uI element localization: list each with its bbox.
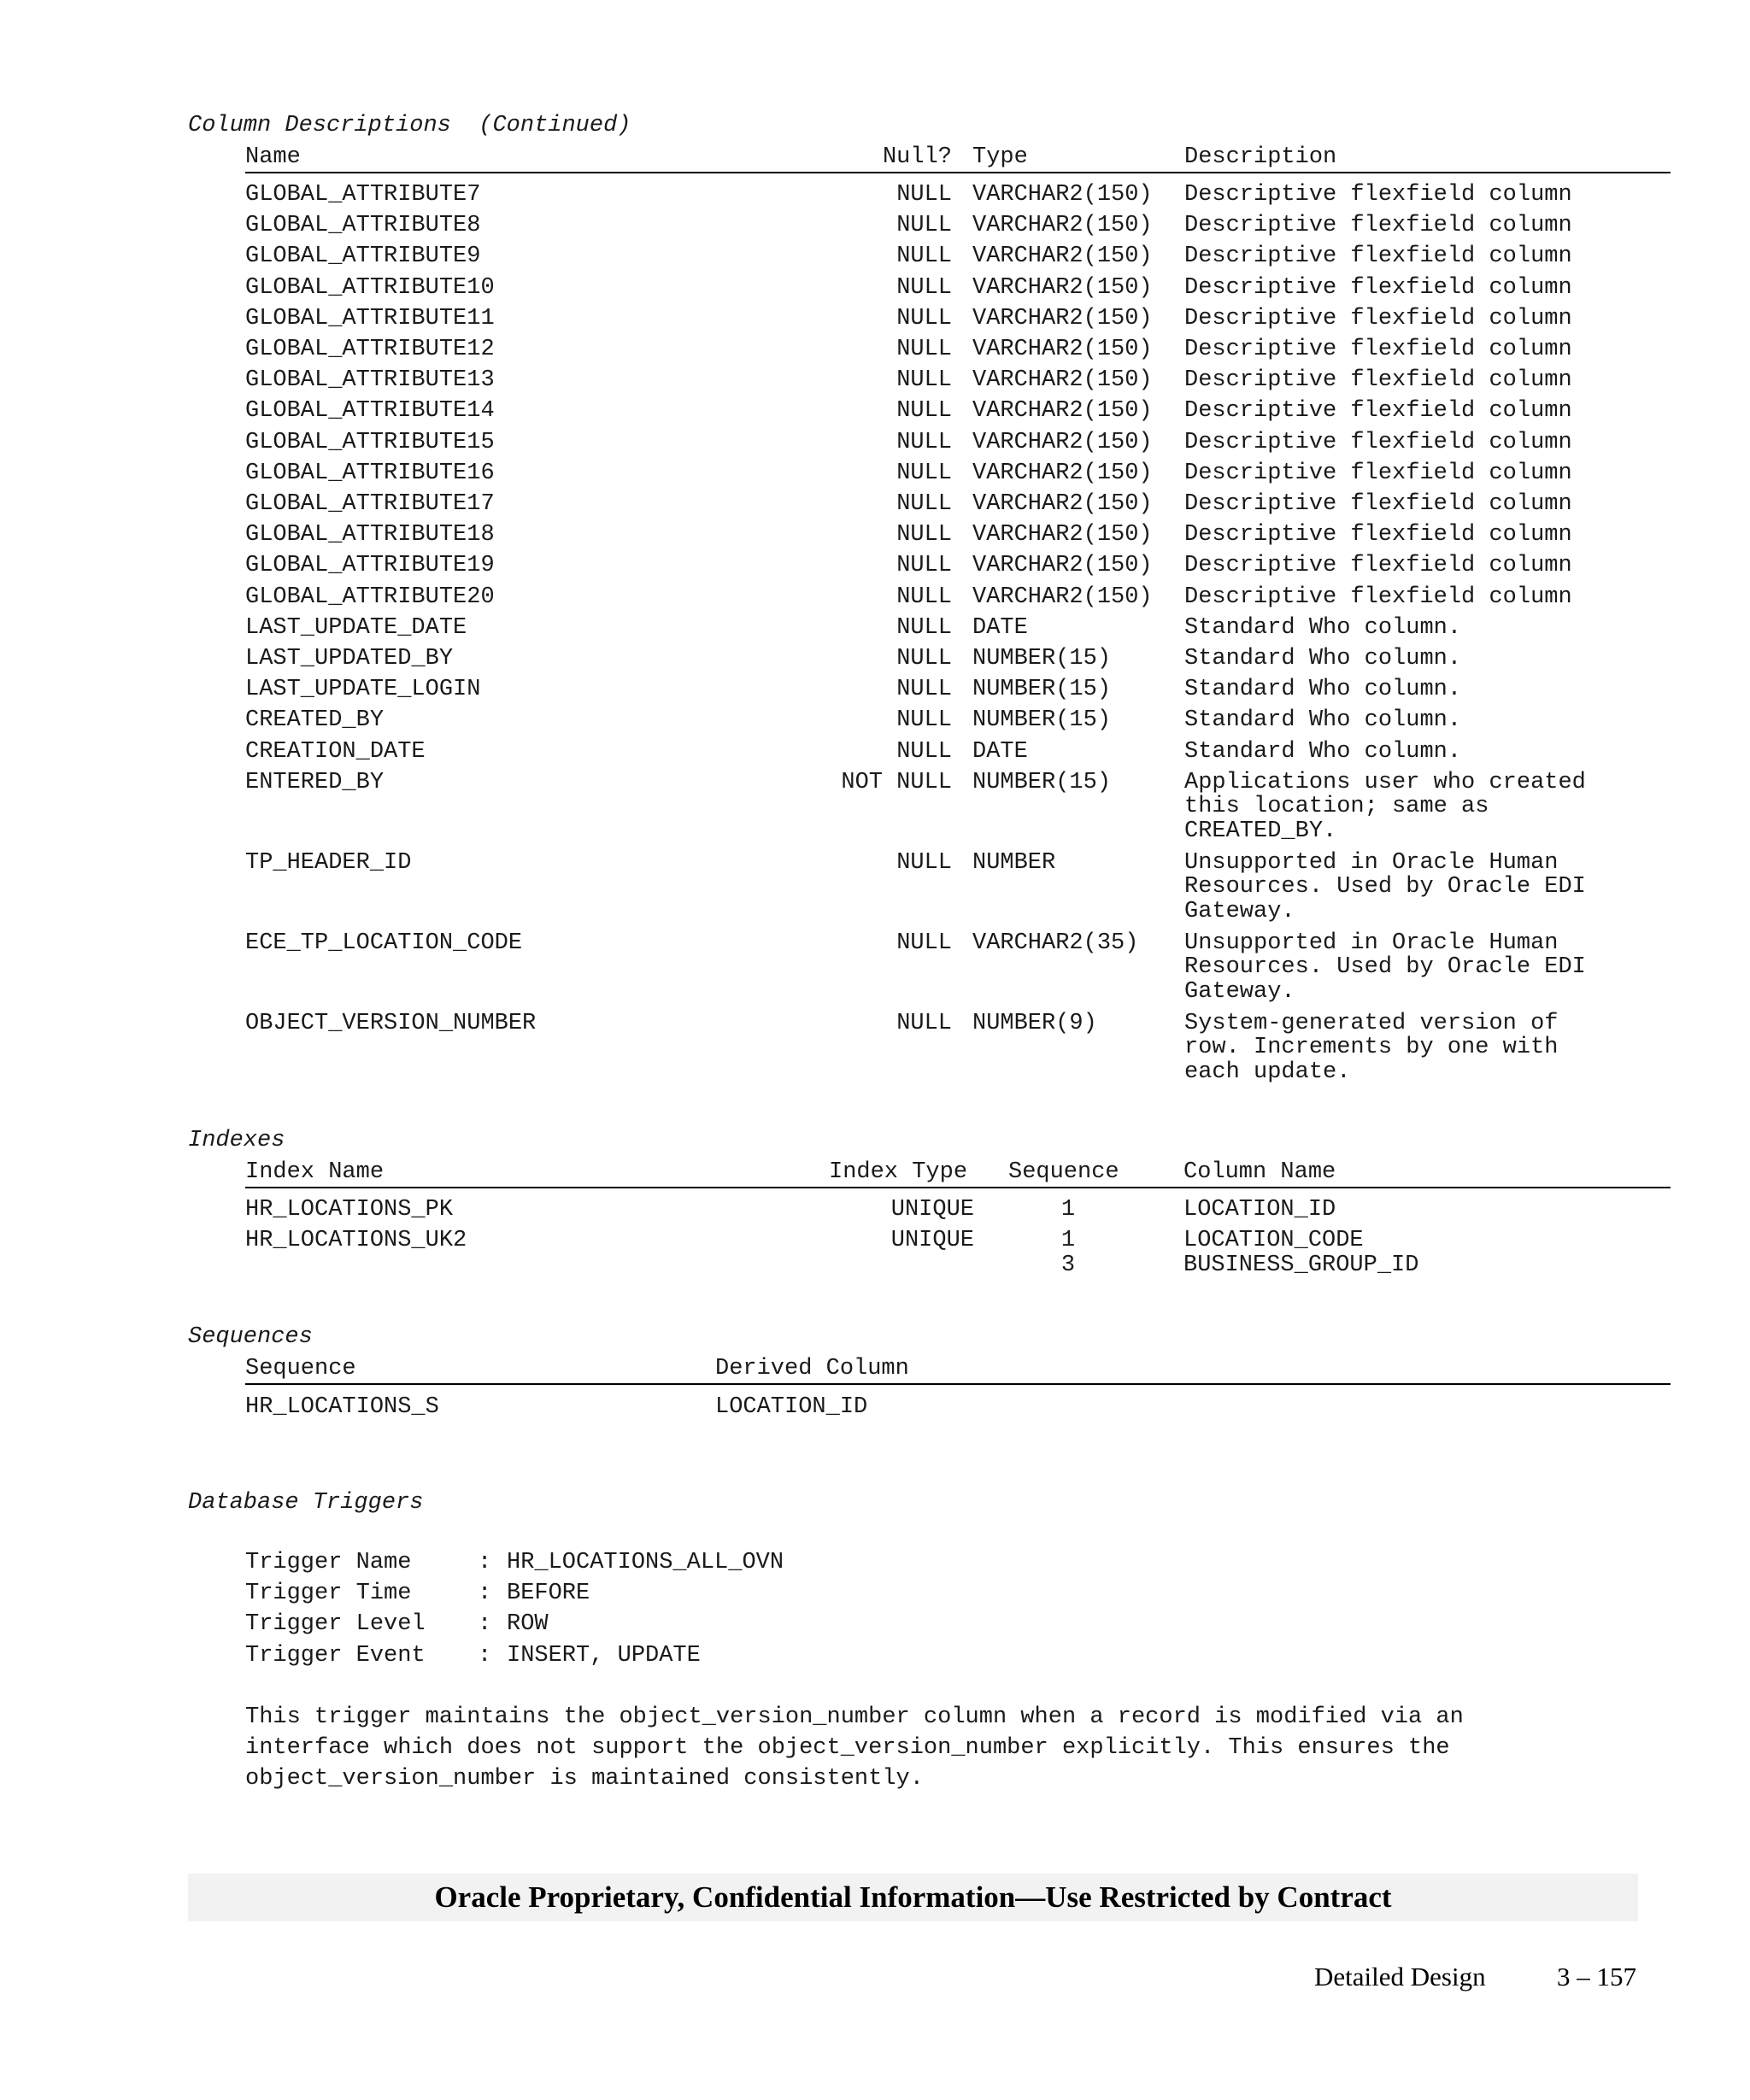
- footer-page-number: 3 – 157: [1557, 1962, 1636, 1991]
- column-null: NULL: [896, 738, 952, 765]
- sequence-derived-column: LOCATION_ID: [715, 1394, 868, 1420]
- idx-header-sequence: Sequence: [1008, 1159, 1119, 1185]
- sequence-header-rule: [245, 1383, 1671, 1385]
- column-type: VARCHAR2(150): [972, 522, 1153, 548]
- column-type: VARCHAR2(150): [972, 460, 1153, 486]
- column-type: VARCHAR2(150): [972, 491, 1153, 517]
- index-sequence: 1: [1060, 1197, 1076, 1223]
- trigger-field-separator: :: [478, 1581, 492, 1607]
- column-null: NULL: [896, 460, 952, 486]
- idx-header-name: Index Name: [245, 1159, 385, 1185]
- section-title: Column Descriptions: [188, 113, 451, 138]
- column-type: VARCHAR2(150): [972, 367, 1153, 394]
- column-null: NULL: [896, 491, 952, 517]
- column-header-rule: [245, 172, 1671, 173]
- index-name: HR_LOCATIONS_UK2: [245, 1228, 467, 1254]
- column-name: GLOBAL_ATTRIBUTE19: [245, 553, 495, 579]
- column-name: GLOBAL_ATTRIBUTE17: [245, 491, 495, 517]
- column-description: Descriptive flexfield column: [1184, 337, 1572, 362]
- column-description: Standard Who column.: [1184, 707, 1462, 734]
- column-description: Unsupported in Oracle Human Resources. Used by Oracle EDI Gateway.: [1184, 930, 1586, 1005]
- trigger-field-label: Trigger Name: [245, 1550, 412, 1575]
- trigger-field-separator: :: [478, 1642, 492, 1669]
- column-name: GLOBAL_ATTRIBUTE7: [245, 182, 481, 208]
- column-name: LAST_UPDATED_BY: [245, 646, 454, 672]
- database-triggers-heading: Database Triggers: [188, 1490, 424, 1516]
- column-description: Descriptive flexfield column: [1184, 522, 1572, 548]
- col-header-null: Null?: [882, 144, 952, 170]
- column-type: NUMBER(15): [972, 769, 1112, 795]
- column-type: VARCHAR2(150): [972, 337, 1153, 362]
- column-description: Descriptive flexfield column: [1184, 584, 1572, 610]
- column-type: VARCHAR2(150): [972, 243, 1153, 270]
- column-description: Descriptive flexfield column: [1184, 213, 1572, 239]
- trigger-field-separator: :: [478, 1550, 492, 1575]
- column-name: TP_HEADER_ID: [245, 849, 412, 876]
- column-description: Standard Who column.: [1184, 677, 1462, 703]
- column-null: NULL: [896, 429, 952, 455]
- index-name: HR_LOCATIONS_PK: [245, 1197, 454, 1223]
- column-description: Descriptive flexfield column: [1184, 398, 1572, 425]
- column-null: NULL: [896, 930, 952, 956]
- column-type: VARCHAR2(150): [972, 429, 1153, 455]
- column-description: Descriptive flexfield column: [1184, 460, 1572, 486]
- column-null: NULL: [896, 522, 952, 548]
- index-column-name: LOCATION_CODE BUSINESS_GROUP_ID: [1183, 1228, 1419, 1278]
- column-null: NULL: [896, 305, 952, 331]
- column-description: Unsupported in Oracle Human Resources. Used by Oracle EDI Gateway.: [1184, 849, 1586, 924]
- column-null: NULL: [896, 398, 952, 425]
- column-name: GLOBAL_ATTRIBUTE9: [245, 243, 481, 270]
- sequences-heading: Sequences: [188, 1324, 313, 1350]
- column-null: NULL: [896, 553, 952, 579]
- column-type: VARCHAR2(150): [972, 398, 1153, 425]
- column-name: OBJECT_VERSION_NUMBER: [245, 1010, 537, 1036]
- column-name: LAST_UPDATE_DATE: [245, 614, 467, 641]
- column-description: Applications user who created this location; same as CREATED_BY.: [1184, 769, 1586, 844]
- column-description: Descriptive flexfield column: [1184, 429, 1572, 455]
- column-null: NULL: [896, 614, 952, 641]
- column-description: Standard Who column.: [1184, 614, 1462, 641]
- column-name: GLOBAL_ATTRIBUTE12: [245, 337, 495, 362]
- column-name: CREATED_BY: [245, 707, 385, 734]
- index-sequence: 1 3: [1060, 1228, 1076, 1278]
- col-header-name: Name: [245, 144, 301, 170]
- column-null: NULL: [896, 243, 952, 270]
- trigger-description-line: interface which does not support the object_version_number explicitly. This ensures the: [245, 1735, 1450, 1762]
- trigger-description-line: object_version_number is maintained consistently.: [245, 1766, 924, 1792]
- confidential-banner: Oracle Proprietary, Confidential Information––Use Restricted by Contract: [188, 1874, 1638, 1921]
- column-description: Descriptive flexfield column: [1184, 243, 1572, 270]
- column-null: NULL: [896, 182, 952, 208]
- column-null: NULL: [896, 707, 952, 734]
- idx-header-column: Column Name: [1183, 1159, 1336, 1185]
- index-type: UNIQUE: [890, 1228, 974, 1254]
- column-name: ENTERED_BY: [245, 769, 385, 795]
- trigger-field-label: Trigger Event: [245, 1642, 426, 1669]
- column-name: CREATION_DATE: [245, 738, 426, 765]
- column-descriptions-heading: [188, 110, 631, 141]
- trigger-field-value: BEFORE: [507, 1581, 590, 1607]
- column-null: NULL: [896, 849, 952, 876]
- trigger-field-label: Trigger Time: [245, 1581, 412, 1607]
- column-type: VARCHAR2(150): [972, 553, 1153, 579]
- seq-header-sequence: Sequence: [245, 1356, 356, 1381]
- column-type: DATE: [972, 614, 1028, 641]
- footer-section: Detailed Design: [1314, 1962, 1486, 1991]
- column-name: GLOBAL_ATTRIBUTE18: [245, 522, 495, 548]
- index-header-rule: [245, 1187, 1671, 1188]
- column-type: VARCHAR2(150): [972, 213, 1153, 239]
- column-type: NUMBER(15): [972, 646, 1112, 672]
- column-null: NULL: [896, 213, 952, 239]
- column-type: NUMBER(15): [972, 677, 1112, 703]
- trigger-description-line: This trigger maintains the object_version_number column when a record is modified via an: [245, 1704, 1464, 1730]
- column-name: GLOBAL_ATTRIBUTE14: [245, 398, 495, 425]
- column-name: LAST_UPDATE_LOGIN: [245, 677, 481, 703]
- column-description: Standard Who column.: [1184, 738, 1462, 765]
- column-name: ECE_TP_LOCATION_CODE: [245, 930, 523, 956]
- column-description: Descriptive flexfield column: [1184, 182, 1572, 208]
- continued-label: (Continued): [479, 113, 631, 138]
- column-type: NUMBER(15): [972, 707, 1112, 734]
- col-header-description: Description: [1184, 144, 1337, 170]
- column-type: DATE: [972, 738, 1028, 765]
- idx-header-type: Index Type: [829, 1159, 968, 1185]
- column-description: Standard Who column.: [1184, 646, 1462, 672]
- column-description: Descriptive flexfield column: [1184, 305, 1572, 331]
- column-null: NULL: [896, 646, 952, 672]
- trigger-field-value: HR_LOCATIONS_ALL_OVN: [507, 1550, 784, 1575]
- index-column-name: LOCATION_ID: [1183, 1197, 1336, 1223]
- column-description: Descriptive flexfield column: [1184, 491, 1572, 517]
- indexes-heading: Indexes: [188, 1128, 285, 1153]
- column-description: Descriptive flexfield column: [1184, 553, 1572, 579]
- trigger-field-value: ROW: [507, 1611, 549, 1638]
- trigger-field-value: INSERT, UPDATE: [507, 1642, 701, 1669]
- column-null: NOT NULL: [841, 769, 952, 795]
- column-type: VARCHAR2(150): [972, 584, 1153, 610]
- column-name: GLOBAL_ATTRIBUTE10: [245, 274, 495, 301]
- column-null: NULL: [896, 367, 952, 394]
- column-type: VARCHAR2(35): [972, 930, 1139, 956]
- trigger-field-separator: :: [478, 1611, 492, 1638]
- column-name: GLOBAL_ATTRIBUTE15: [245, 429, 495, 455]
- index-type: UNIQUE: [890, 1197, 974, 1223]
- column-name: GLOBAL_ATTRIBUTE11: [245, 305, 495, 331]
- trigger-field-label: Trigger Level: [245, 1611, 426, 1638]
- column-type: NUMBER: [972, 849, 1056, 876]
- column-null: NULL: [896, 584, 952, 610]
- col-header-type: Type: [972, 144, 1028, 170]
- column-type: NUMBER(9): [972, 1010, 1097, 1036]
- column-null: NULL: [896, 1010, 952, 1036]
- seq-header-derived: Derived Column: [715, 1356, 909, 1381]
- column-description: System-generated version of row. Increments by one with each update.: [1184, 1010, 1559, 1085]
- column-null: NULL: [896, 274, 952, 301]
- column-name: GLOBAL_ATTRIBUTE20: [245, 584, 495, 610]
- column-description: Descriptive flexfield column: [1184, 367, 1572, 394]
- column-description: Descriptive flexfield column: [1184, 274, 1572, 301]
- column-name: GLOBAL_ATTRIBUTE13: [245, 367, 495, 394]
- column-type: VARCHAR2(150): [972, 182, 1153, 208]
- sequence-name: HR_LOCATIONS_S: [245, 1394, 439, 1420]
- column-type: VARCHAR2(150): [972, 305, 1153, 331]
- column-type: VARCHAR2(150): [972, 274, 1153, 301]
- column-name: GLOBAL_ATTRIBUTE8: [245, 213, 481, 239]
- column-null: NULL: [896, 677, 952, 703]
- column-name: GLOBAL_ATTRIBUTE16: [245, 460, 495, 486]
- column-null: NULL: [896, 337, 952, 362]
